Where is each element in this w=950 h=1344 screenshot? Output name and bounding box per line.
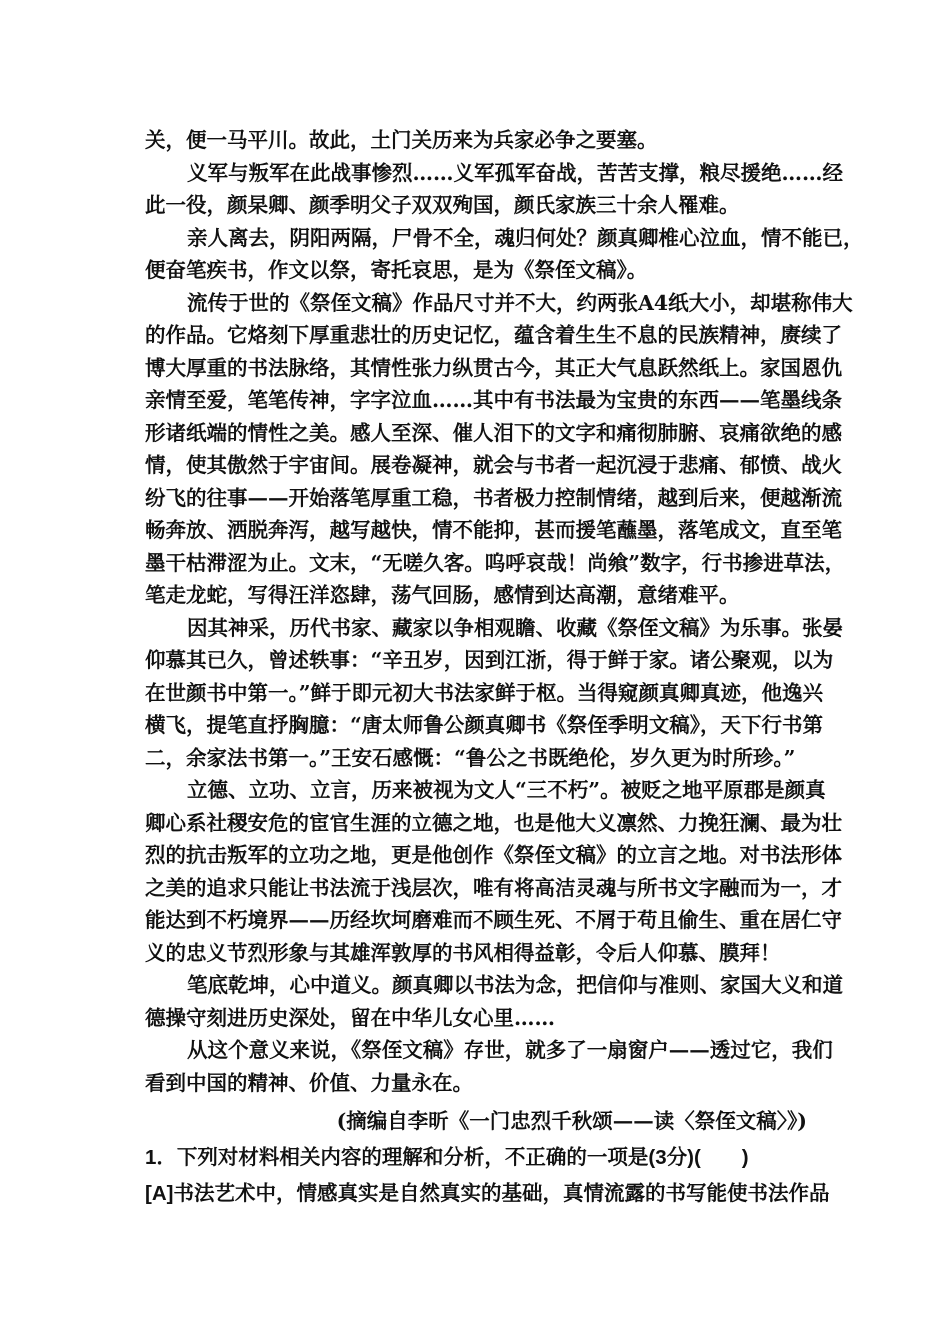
question-stem: 1．下列对材料相关内容的理解和分析，不正确的一项是(3分)( ) [145, 1146, 749, 1169]
text-line: 此一役，颜杲卿、颜季明父子双双殉国，颜氏家族三十余人罹难。 [145, 193, 740, 217]
text-line: 从这个意义来说，《祭侄文稿》存世，就多了一扇窗户——透过它，我们 [187, 1038, 833, 1062]
text-line: 在世颜书中第一。”鲜于即元初大书法家鲜于枢。当得窥颜真卿真迹，他逸兴 [145, 680, 824, 705]
text-line: 义的忠义节烈形象与其雄浑敦厚的书风相得益彰，令后人仰慕、膜拜！ [145, 940, 781, 965]
text-line: 仰慕其已久，曾述轶事：“辛丑岁，因到江浙，得于鲜于家。诸公聚观，以为 [145, 648, 834, 672]
text-line: 关，便一马平川。故此，土门关历来为兵家必争之要塞。 [145, 128, 658, 152]
text-line: 横飞，提笔直抒胸臆：“唐太师鲁公颜真卿书《祭侄季明文稿》，天下行书第 [145, 713, 824, 737]
text-line: 亲情至爱，笔笔传神，字字泣血……其中有书法最为宝贵的东西——笔墨线条 [145, 388, 842, 412]
text-line: 流传于世的《祭侄文稿》作品尺寸并不大，约两张A4纸大小，却堪称伟大 [187, 290, 853, 315]
text-line: 形诸纸端的情性之美。感人至深、催人泪下的文字和痛彻肺腑、哀痛欲绝的感 [145, 420, 842, 445]
text-line: 二，余家法书第一。”王安石感慨：“鲁公之书既绝伦，岁久更为时所珍。” [145, 745, 796, 770]
text-line: 立德、立功、立言，历来被视为文人“三不朽”。被贬之地平原郡是颜真 [187, 778, 826, 802]
text-line: 之美的追求只能让书法流于浅层次，唯有将高洁灵魂与所书文字融而为一，才 [145, 875, 842, 900]
text-line: 卿心系社稷安危的宦官生涯的立德之地，也是他大义凛然、力挽狂澜、最为壮 [145, 810, 842, 835]
source-citation: (摘编自李昕《一门忠烈千秋颂——读〈祭侄文稿〉》) [336, 1109, 807, 1133]
text-line: 因其神采，历代书家、藏家以争相观瞻、收藏《祭侄文稿》为乐事。张晏 [187, 615, 843, 640]
text-line: 情，使其傲然于宇宙间。展卷凝神，就会与书者一起沉浸于悲痛、郁愤、战火 [145, 453, 842, 477]
question-option-a[interactable] [145, 1181, 830, 1205]
text-line: 德操守刻进历史深处，留在中华儿女心里…… [145, 1005, 555, 1030]
text-line: 墨干枯滞涩为止。文末，“无嗟久客。呜呼哀哉！尚飨”数字，行书掺进草法， [145, 550, 846, 575]
text-line: 便奋笔疾书，作文以祭，寄托哀思，是为《祭侄文稿》。 [145, 258, 648, 282]
text-line: 笔走龙蛇，写得汪洋恣肆，荡气回肠，感情到达高潮，意绪难平。 [145, 583, 740, 607]
text-line: 畅奔放、洒脱奔泻，越写越快，情不能抑，甚而援笔蘸墨，落笔成文，直至笔 [145, 518, 842, 542]
text-line: 博大厚重的书法脉络，其情性张力纵贯古今，其正大气息跃然纸上。家国恩仇 [145, 355, 842, 380]
option-a-label: [A] [145, 1182, 174, 1205]
text-line: 纷飞的往事——开始落笔厚重工稳，书者极力控制情绪，越到后来，便越渐流 [145, 485, 842, 510]
text-line: 能达到不朽境界——历经坎坷磨难而不顾生死、不屑于苟且偷生、重在居仁守 [145, 908, 842, 932]
option-a-text: 书法艺术中，情感真实是自然真实的基础，真情流露的书写能使书法作品 [173, 1181, 830, 1205]
text-line: 看到中国的精神、价值、力量永在。 [145, 1070, 473, 1095]
text-line: 烈的抗击叛军的立功之地，更是他创作《祭侄文稿》的立言之地。对书法形体 [145, 843, 842, 867]
text-line: 笔底乾坤，心中道义。颜真卿以书法为念，把信仰与准则、家国大义和道 [187, 973, 843, 997]
text-line: 亲人离去，阴阳两隔，尸骨不全，魂归何处？颜真卿椎心泣血，情不能已， [187, 225, 864, 250]
text-line: 义军与叛军在此战事惨烈……义军孤军奋战，苦苦支撑，粮尽援绝……经 [187, 160, 843, 185]
text-line: 的作品。它烙刻下厚重悲壮的历史记忆，蕴含着生生不息的民族精神，赓续了 [145, 323, 842, 347]
